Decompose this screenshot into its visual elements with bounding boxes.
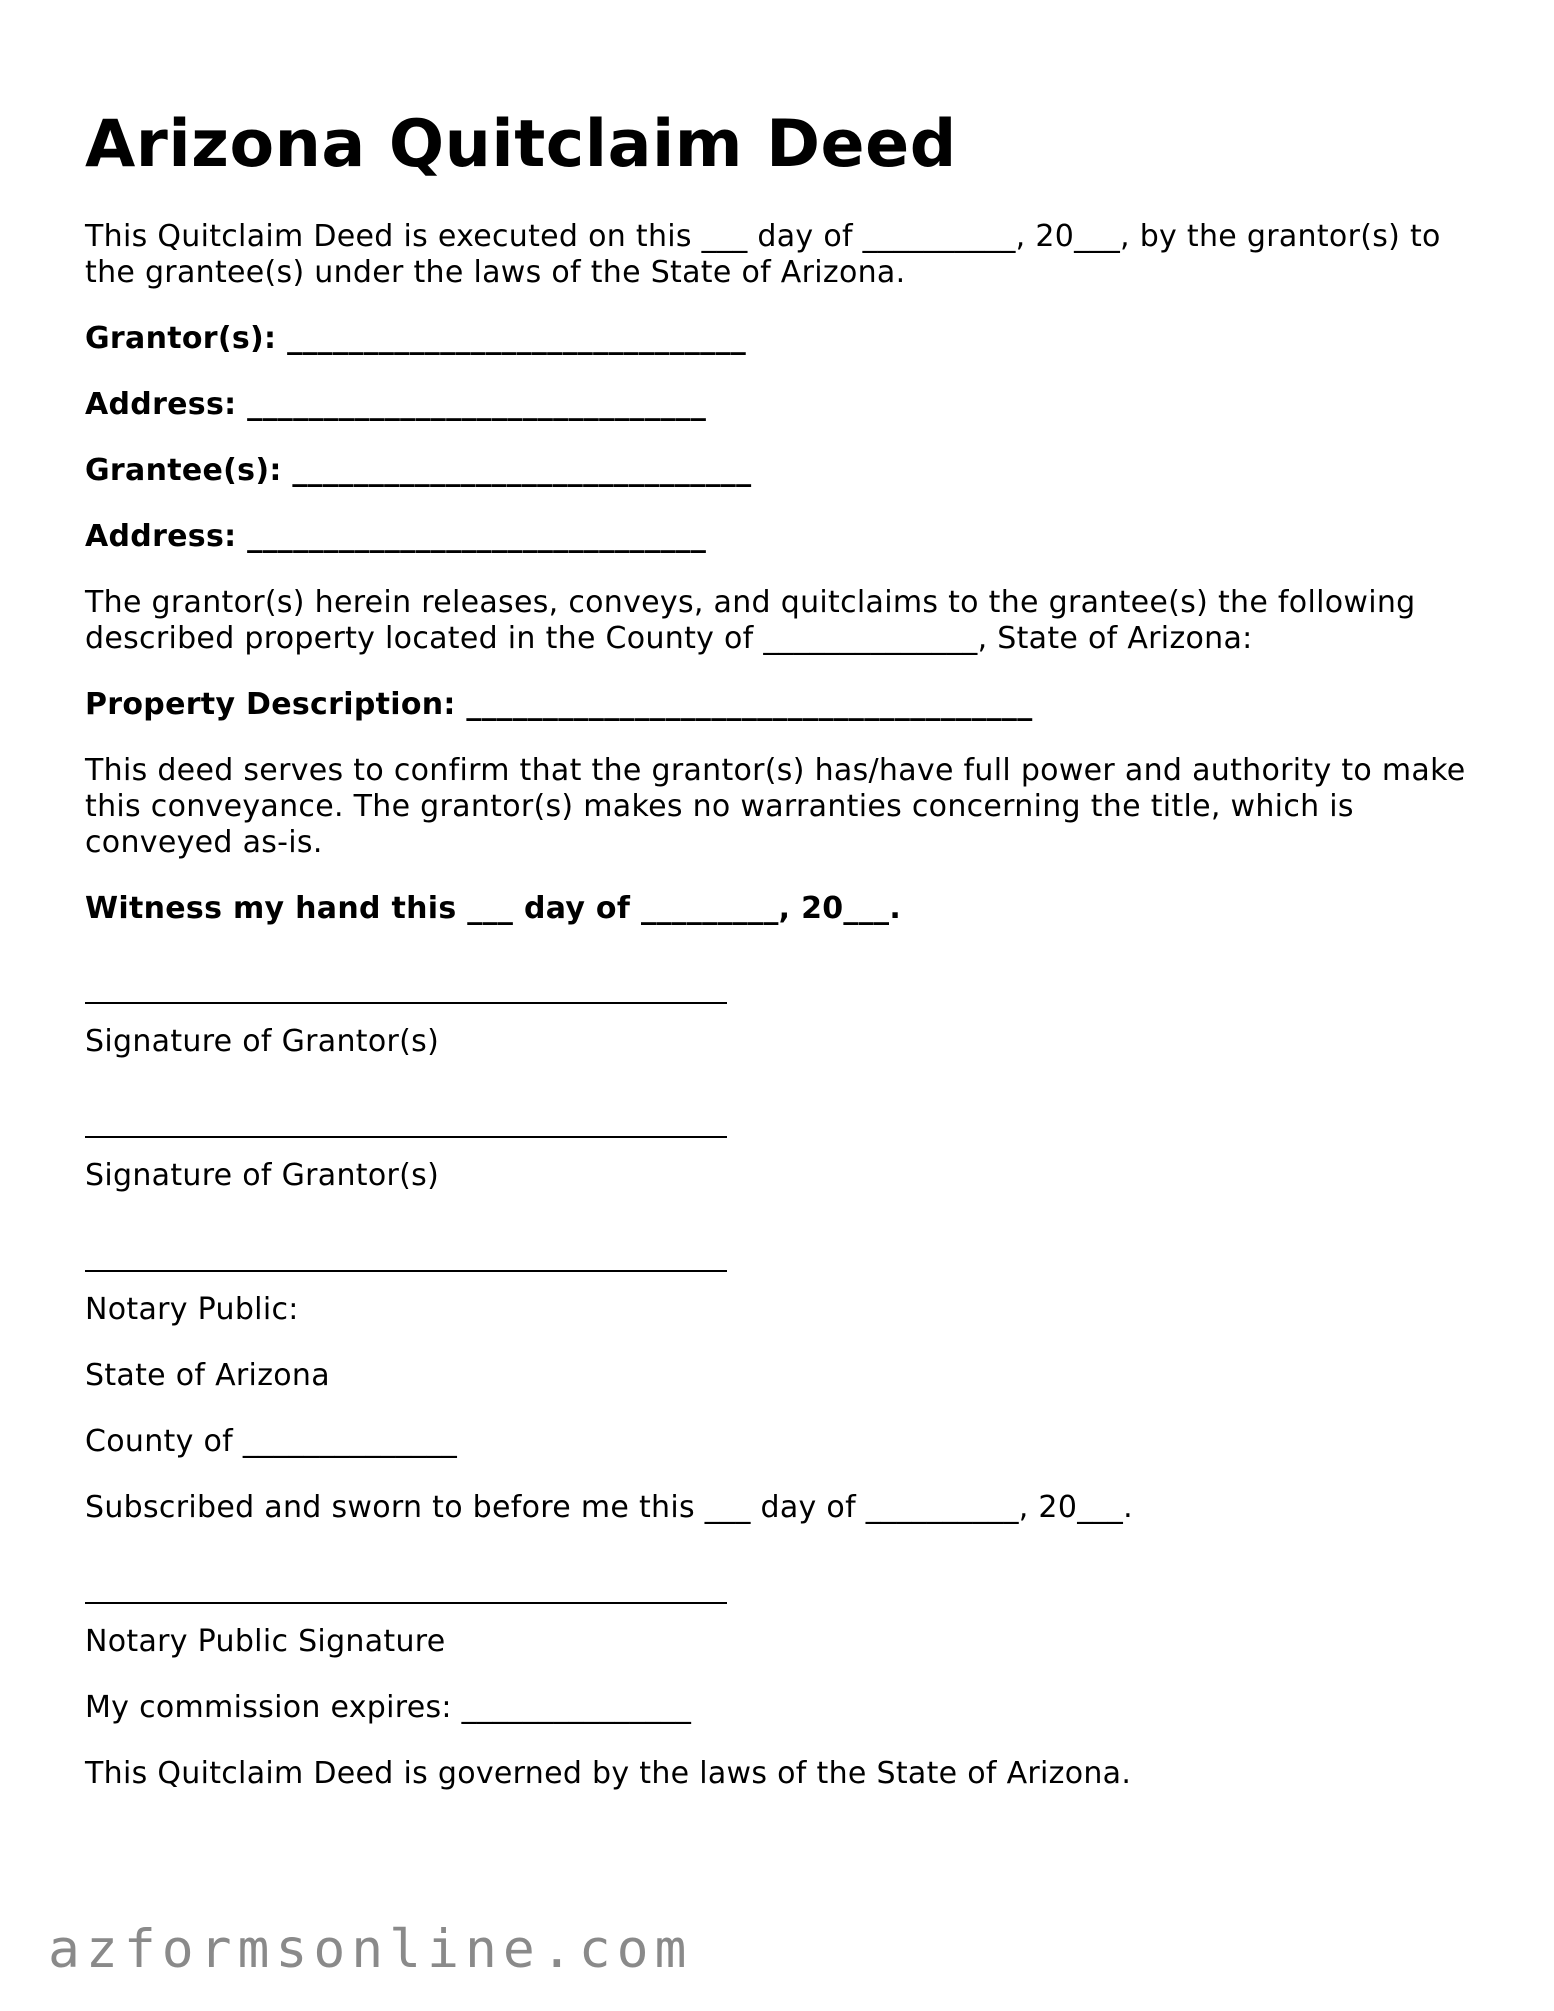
subscribed-line: Subscribed and sworn to before me this ___ day of __________, 20___.: [85, 1490, 1133, 1525]
signature-grantor-label-1: Signature of Grantor(s): [85, 1024, 440, 1059]
watermark-text: azformsonline.com: [48, 1919, 693, 1980]
state-line: State of Arizona: [85, 1358, 330, 1393]
confirm-line-1: This deed serves to confirm that the grantor(s) has/have full power and authority to make: [85, 753, 1466, 788]
commission-line: My commission expires: _______________: [85, 1690, 692, 1725]
grantor-address-field: Address: ______________________________: [85, 387, 707, 422]
witness-line: Witness my hand this ___ day of _________, 20___.: [85, 891, 902, 926]
governed-line: This Quitclaim Deed is governed by the laws of the State of Arizona.: [85, 1756, 1132, 1791]
grantor-signature-line-2: [85, 1136, 727, 1138]
release-line-1: The grantor(s) herein releases, conveys, and quitclaims to the grantee(s) the following: [85, 585, 1416, 620]
notary-signature-line-top: [85, 1270, 727, 1272]
property-description-field: Property Description: _____________________________________: [85, 687, 1033, 722]
notary-public-label: Notary Public:: [85, 1292, 299, 1327]
page-title: Arizona Quitclaim Deed: [85, 107, 957, 182]
grantor-field: Grantor(s): ______________________________: [85, 321, 747, 356]
grantor-signature-line-1: [85, 1002, 727, 1004]
signature-grantor-label-2: Signature of Grantor(s): [85, 1158, 440, 1193]
grantee-address-field: Address: ______________________________: [85, 519, 707, 554]
notary-signature-label: Notary Public Signature: [85, 1624, 446, 1659]
intro-line-2: the grantee(s) under the laws of the State of Arizona.: [85, 255, 906, 290]
grantee-field: Grantee(s): ______________________________: [85, 453, 752, 488]
confirm-line-3: conveyed as-is.: [85, 825, 323, 860]
county-line: County of ______________: [85, 1424, 458, 1459]
release-line-2: described property located in the County of ______________, State of Arizona:: [85, 621, 1253, 656]
notary-signature-line: [85, 1602, 727, 1604]
confirm-line-2: this conveyance. The grantor(s) makes no warranties concerning the title, which is: [85, 789, 1354, 824]
intro-line-1: This Quitclaim Deed is executed on this ___ day of __________, 20___, by the grantor(s) to: [85, 219, 1441, 254]
